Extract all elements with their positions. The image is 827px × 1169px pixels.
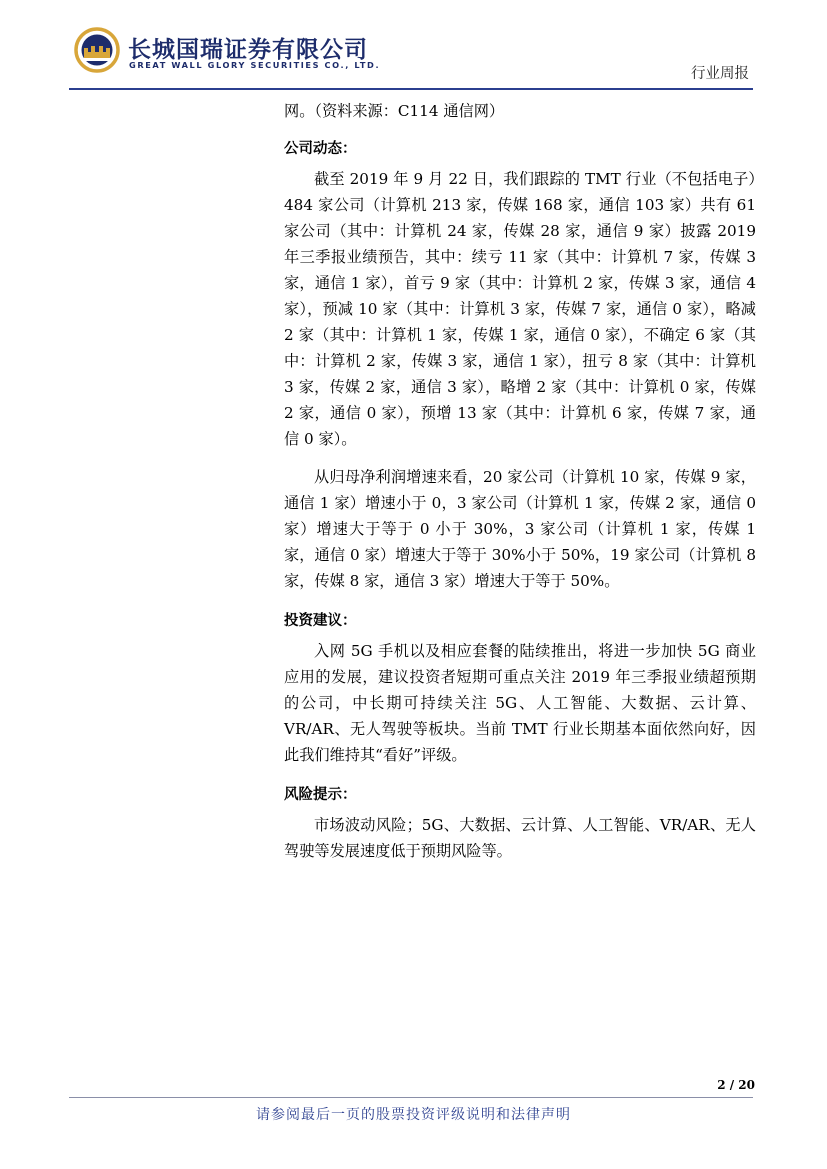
section-heading-company-news: 公司动态： xyxy=(284,141,357,157)
company-logo-icon xyxy=(74,25,120,75)
section-heading-investment-advice: 投资建议： xyxy=(284,613,357,629)
report-type-label: 行业周报 xyxy=(691,66,749,82)
disclaimer-note: 请参阅最后一页的股票投资评级说明和法律声明 xyxy=(256,1107,571,1123)
page-number: 2 / 20 xyxy=(717,1078,755,1092)
header-divider xyxy=(69,88,753,90)
company-name-cn: 长城国瑞证券有限公司 xyxy=(128,37,368,63)
page-header xyxy=(0,0,827,95)
footer-divider xyxy=(69,1097,753,1098)
report-body xyxy=(284,98,756,864)
risk-warning-paragraph: 市场波动风险；5G、大数据、云计算、人工智能、VR/AR、无人驾驶等发展速度低于预期风险等。 xyxy=(284,816,756,860)
company-news-paragraph-2: 从归母净利润增速来看，20 家公司（计算机 10 家，传媒 9 家，通信 1 家）增速小于 0，3 家公司（计算机 1 家，传媒 2 家，通信 0 家）增速大于等于 0 小于 30%，3 家公司（计算机 1 家，传媒 1 家，通信 0 家）增速大于等于 30%小于 50%，19 家公司（计算机 8 家，传媒 8 家，通信 3 家）增速大于等于 50%。 xyxy=(284,468,756,590)
company-news-paragraph-1: 截至 2019 年 9 月 22 日，我们跟踪的 TMT 行业（不包括电子）484 家公司（计算机 213 家，传媒 168 家，通信 103 家）共有 61 家公司（其中：计算机 24 家，传媒 28 家，通信 9 家）披露 2019 年三季报业绩预告，其中：续亏 11 家（其中：计算机 7 家，传媒 3 家，通信 1 家），首亏 9 家（其中：计算机 2 家，传媒 3 家，通信 4 家），预减 10 家（其中：计算机 3 家，传媒 7 家，通信 0 家），略减 2 家（其中：计算机 1 家，传媒 1 家，通信 0 家），不确定 6 家（其中：计算机 2 家，传媒 3 家，通信 1 家），扭亏 8 家（其中：计算机 3 家，传媒 2 家，通信 3 家），略增 2 家（其中：计算机 0 家，传媒 2 家，通信 0 家），预增 13 家（其中：计算机 6 家，传媒 7 家，通信 0 家）。 xyxy=(284,170,756,448)
continuation-text: 网。（资料来源：C114 通信网） xyxy=(284,102,505,120)
section-heading-risk-warning: 风险提示： xyxy=(284,787,357,803)
investment-advice-paragraph: 入网 5G 手机以及相应套餐的陆续推出，将进一步加快 5G 商业应用的发展，建议投资者短期可重点关注 2019 年三季报业绩超预期的公司，中长期可持续关注 5G、人工智能、大数据、云计算、VR/AR、无人驾驶等板块。当前 TMT 行业长期基本面依然向好，因此我们维持其“看好”评级。 xyxy=(284,642,756,764)
company-name-en: GREAT WALL GLORY SECURITIES CO., LTD. xyxy=(129,60,381,70)
